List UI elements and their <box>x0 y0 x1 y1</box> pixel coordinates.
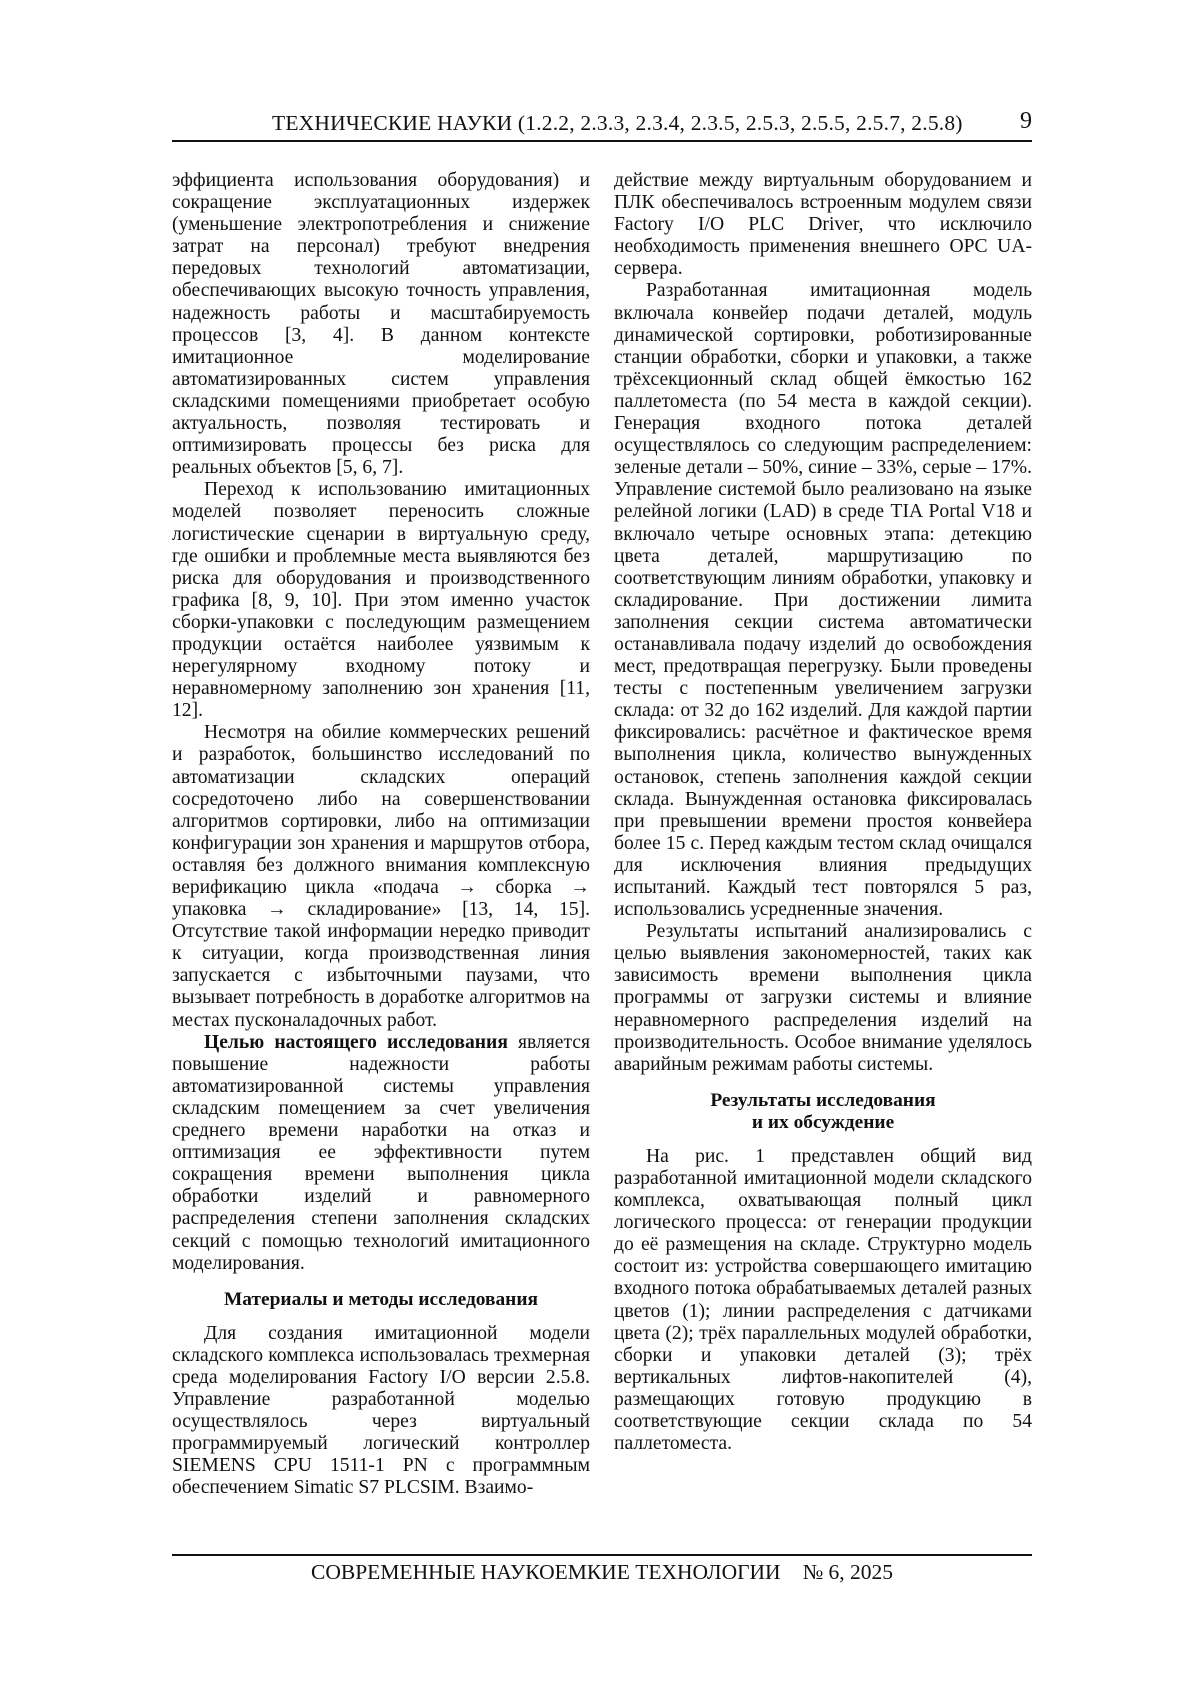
paragraph-aim <box>172 1032 590 1275</box>
left-column <box>172 170 590 1499</box>
aim-label: Целью настоящего исследования <box>204 1031 508 1053</box>
heading-text: Материалы и методы исследования <box>224 1288 538 1310</box>
paragraph: Для создания имитационной модели складского комплекса использовалась трехмерная среда моделирования Factory I/O версии 2.5.8. Управление разработанной моделью осуществлялось через виртуальный программируемый логический контроллер SIEMENS CPU 1511-1 PN с программным обеспечением Simatic S7 PLCSIM. Взаимо- <box>172 1322 590 1499</box>
footer-journal: СОВРЕМЕННЫЕ НАУКОЕМКИЕ ТЕХНОЛОГИИ <box>311 1560 781 1584</box>
paragraph: Результаты испытаний анализировались с целью выявления закономерностей, таких как зависимость времени выполнения цикла программы от загрузки системы и влияние неравномерного распределения изделий на производительность. Особое внимание уделялось аварийным режимам работы системы. <box>614 921 1032 1075</box>
heading-line-1: Результаты исследования <box>710 1089 936 1111</box>
paragraph: Переход к использованию имитационных моделей позволяет переносить сложные логистические сценарии в виртуальную среду, где ошибки и проблемные места выявляются без риска для оборудования и производственного графика [8, 9, 10]. При этом именно участок сборки-упаковки с последующим размещением продукции остаётся наиболее уязвимым к нерегулярному входному потоку и неравномерному заполнению зон хранения [11, 12]. <box>172 479 590 722</box>
section-heading-methods <box>172 1289 590 1311</box>
page-number: 9 <box>1020 108 1032 134</box>
heading-line-2: и их обсуждение <box>751 1111 895 1133</box>
right-column <box>614 170 1032 1455</box>
header-title: ТЕХНИЧЕСКИЕ НАУКИ (1.2.2, 2.3.3, 2.3.4, 2.3.5, 2.5.3, 2.5.5, 2.5.7, 2.5.8) <box>272 111 963 135</box>
running-footer <box>172 1554 1032 1585</box>
aim-text: является повышение надежности работы автоматизированной системы управления складским помещением за счет увеличения среднего времени наработки на отказ и оптимизация ее эффективности путем сокращения времени выполнения цикла обработки изделий и равномерного распределения степени заполнения складских секций с помощью технологий имитационного моделирования. <box>172 1031 590 1274</box>
paragraph: эффициента использования оборудования) и сокращение эксплуатационных издержек (уменьшение электропотребления и снижение затрат на персонал) требуют внедрения передовых технологий автоматизации, обеспечивающих высокую точность управления, надежность работы и масштабируемость процессов [3, 4]. В данном контексте имитационное моделирование автоматизированных систем управления складскими помещениями приобретает особую актуальность, позволяя тестировать и оптимизировать процессы без риска для реальных объектов [5, 6, 7]. <box>172 170 590 479</box>
paragraph: действие между виртуальным оборудованием и ПЛК обеспечивалось встроенным модулем связи Factory I/O PLC Driver, что исключило необходимость применения внешнего OPC UA-сервера. <box>614 170 1032 280</box>
paragraph: На рис. 1 представлен общий вид разработанной имитационной модели складского комплекса, охватывающая полный цикл логического процесса: от генерации продукции до её размещения на складе. Структурно модель состоит из: устройства совершающего имитацию входного потока обрабатываемых деталей разных цветов (1); линии распределения с датчиками цвета (2); трёх параллельных модулей обработки, сборки и упаковки деталей (3); трёх вертикальных лифтов-накопителей (4), размещающих готовую продукцию в соответствующие секции склада по 54 паллетоместа. <box>614 1145 1032 1455</box>
running-header <box>172 108 1032 142</box>
section-heading-results <box>614 1090 1032 1134</box>
paragraph: Несмотря на обилие коммерческих решений и разработок, большинство исследований по автоматизации складских операций сосредоточено либо на совершенствовании алгоритмов сортировки, либо на оптимизации конфигурации зон хранения и маршрутов отбора, оставляя без должного внимания комплексную верификацию цикла «подача → сборка → упаковка → складирование» [13, 14, 15]. Отсутствие такой информации нередко приводит к ситуации, когда производственная линия запускается с избыточными паузами, что вызывает потребность в доработке алгоритмов на местах пусконаладочных работ. <box>172 722 590 1031</box>
paragraph: Разработанная имитационная модель включала конвейер подачи деталей, модуль динамической сортировки, роботизированные станции обработки, сборки и упаковки, а также трёхсекционный склад общей ёмкостью 162 паллетоместа (по 54 места в каждой секции). Генерация входного потока деталей осуществлялось со следующим распределением: зеленые детали – 50%, синие – 33%, серые – 17%. Управление системой было реализовано на языке релейной логики (LAD) в среде TIA Portal V18 и включало четыре основных этапа: детекцию цвета деталей, маршрутизацию по соответствующим линиям обработки, упаковку и складирование. При достижении лимита заполнения секции система автоматически останавливала подачу изделий до освобождения мест, предотвращая перегрузку. Были проведены тесты с постепенным увеличением загрузки склада: от 32 до 162 изделий. Для каждой партии фиксировались: расчётное и фактическое время выполнения цикла, количество вынужденных остановок, степень заполнения каждой секции склада. Вынужденная остановка фиксировалась при превышении времени простоя конвейера более 15 с. Перед каждым тестом склад очищался для исключения влияния предыдущих испытаний. Каждый тест повторялся 5 раз, использовались усредненные значения. <box>614 280 1032 921</box>
footer-issue: № 6, 2025 <box>802 1560 893 1584</box>
